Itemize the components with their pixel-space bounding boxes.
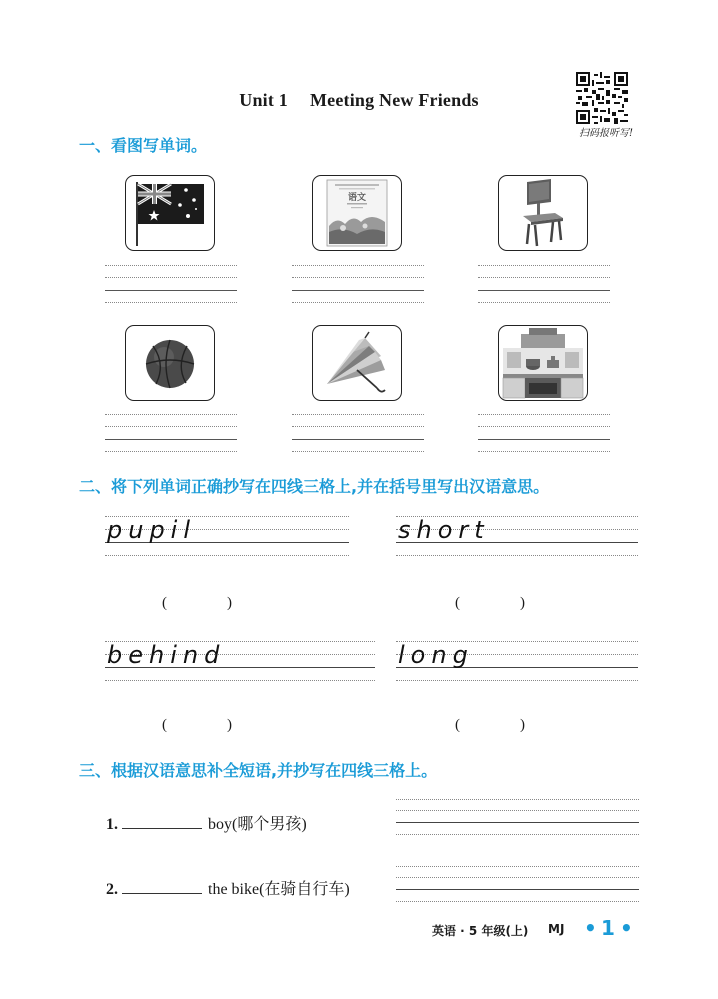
item-number: 1. [106, 816, 118, 833]
copy-lines-behind[interactable] [105, 641, 375, 681]
book-cover-title: 语文 [347, 193, 367, 203]
answer-lines-1[interactable] [105, 265, 237, 301]
qr-caption: 扫码报听写! [578, 128, 634, 139]
fill-blank-2[interactable] [122, 881, 202, 894]
section1-heading: 一、看图写单词。 [79, 136, 208, 155]
item-text: the bike(在骑自行车) [208, 881, 350, 898]
item-text: boy(哪个男孩) [208, 816, 307, 833]
section3-heading: 三、根据汉语意思补全短语,并抄写在四线三格上。 [79, 761, 438, 780]
answer-lines-2[interactable] [292, 265, 424, 301]
copy-lines-phrase-1[interactable] [396, 799, 639, 839]
footer-dot-left: • [584, 916, 597, 940]
fill-blank-1[interactable] [122, 816, 202, 829]
kitchen-icon [499, 326, 587, 400]
answer-lines-3[interactable] [478, 265, 610, 301]
word-pupil: pupil [107, 516, 197, 544]
word-behind: behind [107, 641, 226, 669]
picture-basketball [125, 325, 215, 401]
footer-edition: MJ [548, 922, 565, 936]
picture-chair [498, 175, 588, 251]
copy-lines-pupil[interactable] [105, 516, 349, 556]
answer-lines-6[interactable] [478, 414, 610, 450]
picture-book [312, 175, 402, 251]
picture-australia [125, 175, 215, 251]
copy-lines-short[interactable] [396, 516, 638, 556]
footer-dot-right: • [620, 916, 633, 940]
copy-lines-phrase-2[interactable] [396, 866, 639, 906]
picture-umbrella [312, 325, 402, 401]
answer-lines-5[interactable] [292, 414, 424, 450]
meaning-paren-pupil[interactable]: ( ) [162, 595, 232, 611]
school-chair-icon [499, 176, 587, 250]
qr-code-icon[interactable] [576, 72, 628, 124]
copy-lines-long[interactable] [396, 641, 638, 681]
phrase-item-1 [106, 811, 307, 834]
basketball-icon [126, 326, 214, 400]
word-long: long [398, 641, 474, 669]
answer-lines-4[interactable] [105, 414, 237, 450]
meaning-paren-behind[interactable]: ( ) [162, 717, 232, 733]
unit-label: Unit 1 [239, 90, 288, 110]
chinese-book-icon [313, 176, 401, 250]
picture-kitchen [498, 325, 588, 401]
meaning-paren-short[interactable]: ( ) [455, 595, 525, 611]
australia-flag-icon [126, 176, 214, 250]
section2-heading: 二、将下列单词正确抄写在四线三格上,并在括号里写出汉语意思。 [79, 477, 550, 496]
word-short: short [398, 516, 490, 544]
umbrella-icon [313, 326, 401, 400]
item-number: 2. [106, 881, 118, 898]
page-number: 1 [601, 916, 615, 940]
unit-name: Meeting New Friends [309, 90, 479, 110]
meaning-paren-long[interactable]: ( ) [455, 717, 525, 733]
footer-book-label: 英语 · 5 年级(上) [432, 924, 529, 938]
phrase-item-2 [106, 876, 350, 899]
